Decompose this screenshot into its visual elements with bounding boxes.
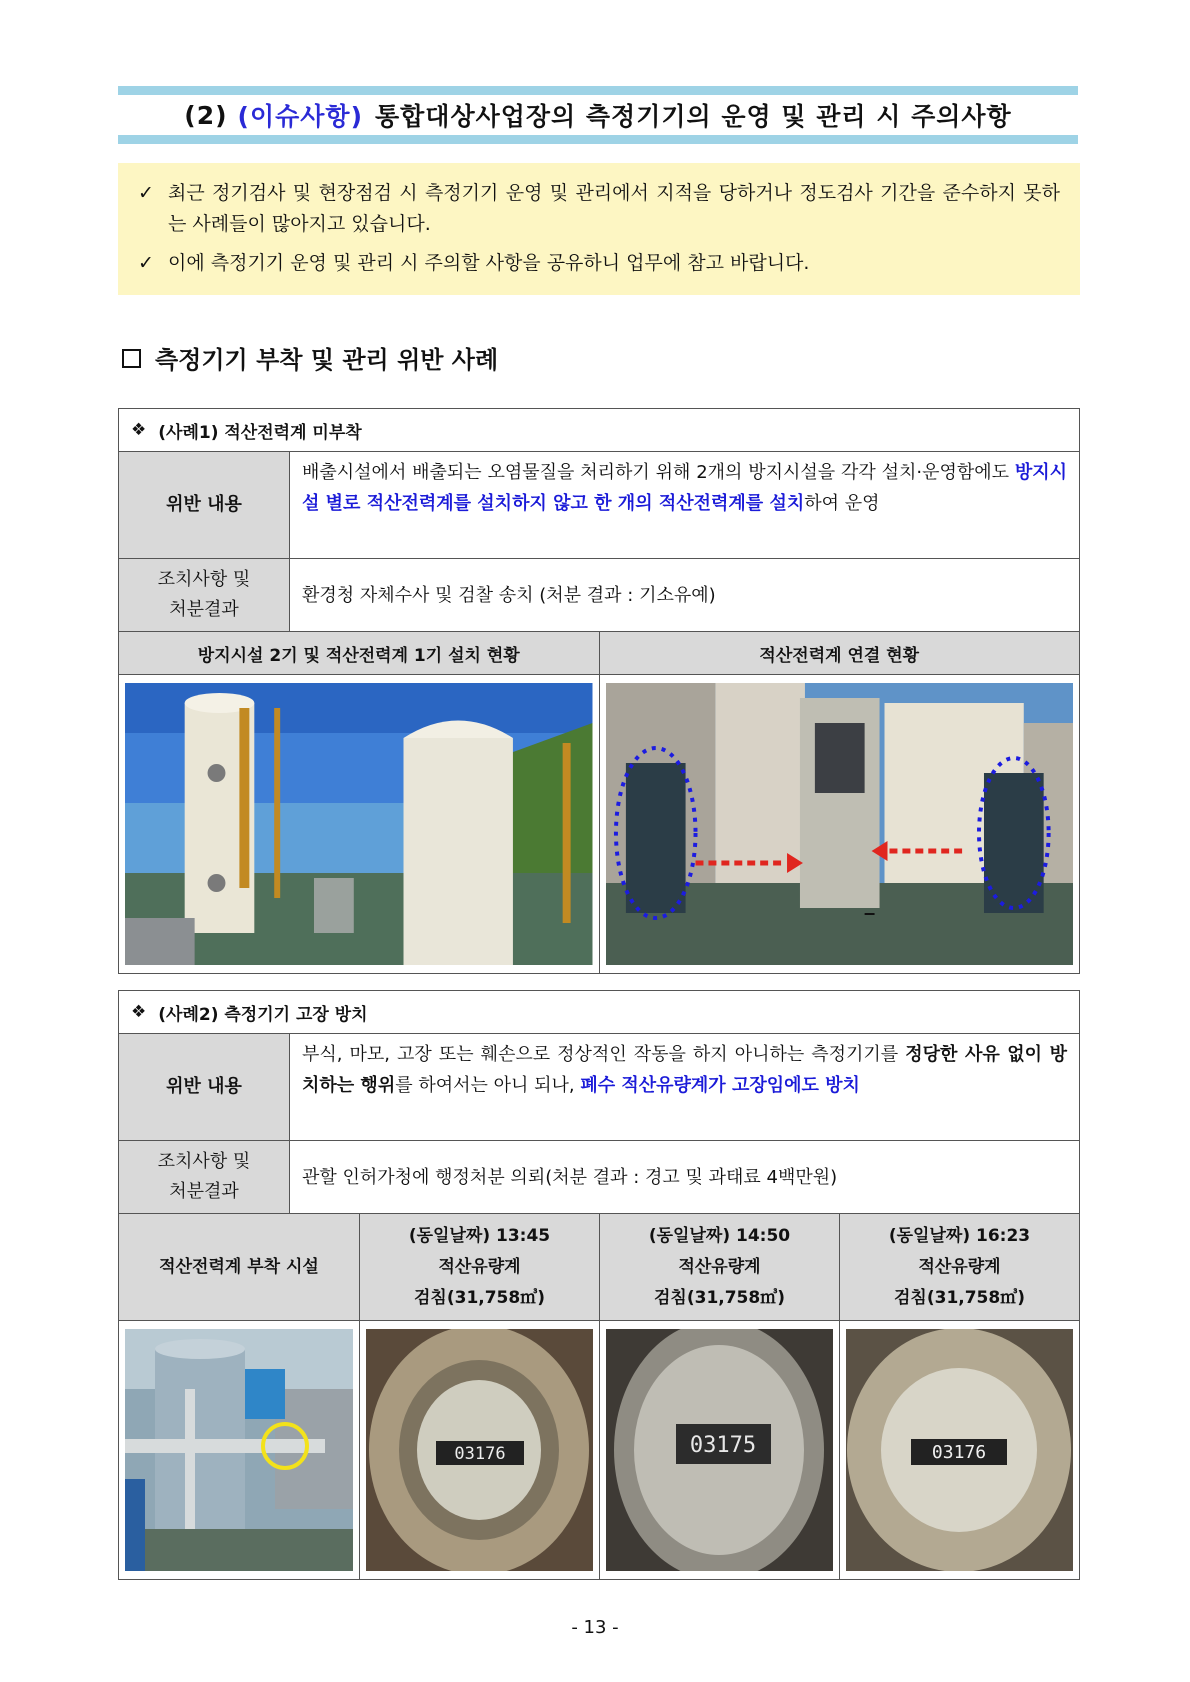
reading-header — [599, 1214, 839, 1320]
photo-cell — [839, 1321, 1079, 1579]
reading-label: 적산유량계 — [438, 1256, 521, 1277]
violation-highlight: 폐수 적산유량계가 고장임에도 방치 — [580, 1075, 860, 1096]
title-rule-top — [118, 86, 1078, 95]
case1-title: (사례1) 적산전력계 미부착 — [158, 422, 362, 443]
case1-caption — [119, 409, 1079, 452]
violation-text-part: 배출시설에서 배출되는 오염물질을 처리하기 위해 2개의 방지시설을 각각 설치·운영함에도 — [302, 462, 1015, 483]
notice-item — [138, 248, 1060, 279]
case2-violation-row — [119, 1034, 1079, 1141]
notice-box — [118, 163, 1080, 295]
notice-text: 이에 측정기기 운영 및 관리 시 주의할 사항을 공유하니 업무에 참고 바랍니다. — [168, 252, 810, 274]
photo-header: 방지시설 2기 및 적산전력계 1기 설치 현황 — [119, 632, 599, 674]
violation-label: 위반 내용 — [119, 1034, 290, 1140]
reading-value: 검침(31,758㎥) — [894, 1287, 1025, 1308]
notice-text: 최근 정기검사 및 현장점검 시 측정기기 운영 및 관리에서 지적을 당하거나 정도검사 기간을 준수하지 못하는 사례들이 많아지고 있습니다. — [168, 182, 1060, 235]
case1-photo-headers — [119, 632, 1079, 675]
case2-title: (사례2) 측정기기 고장 방치 — [158, 1004, 368, 1025]
case1-photos — [119, 675, 1079, 973]
check-icon: ✓ — [138, 182, 154, 204]
action-label-line: 조치사항 및 — [157, 1151, 251, 1172]
violation-bold: 정당한 사유 없이 방치하는 행위 — [302, 1044, 1067, 1096]
violation-text-part: 하여 운영 — [804, 493, 880, 514]
action-label — [119, 559, 290, 631]
diamond-bullet-icon: ❖ — [131, 420, 147, 440]
reading-label: 적산유량계 — [918, 1256, 1001, 1277]
title-rule-bottom — [118, 135, 1078, 144]
meter-digits: 03175 — [689, 1433, 757, 1458]
action-label-line: 처분결과 — [169, 599, 239, 620]
case1-action-row — [119, 559, 1079, 632]
reading-time: (동일날짜) 14:50 — [648, 1225, 791, 1246]
photo-flow-meter-facility — [125, 1329, 353, 1571]
action-label-line: 조치사항 및 — [157, 569, 251, 590]
action-text: 관할 인허가청에 행정처분 의뢰(처분 결과 : 경고 및 과태료 4백만원) — [302, 1166, 838, 1188]
title-number: (2) — [184, 100, 228, 130]
photo-header: 적산전력계 연결 현황 — [599, 632, 1080, 674]
violation-text-part: 를 하여서는 아니 되나, — [395, 1075, 581, 1096]
section-heading — [122, 340, 498, 375]
violation-text — [290, 1034, 1079, 1140]
violation-label: 위반 내용 — [119, 452, 290, 558]
photo-meter-connection — [606, 683, 1074, 965]
violation-highlight: 방지시설 별로 적산전력계를 설치하지 않고 한 개의 적산전력계를 설치 — [302, 462, 1067, 514]
photo-cell — [599, 1321, 839, 1579]
facility-header-text: 적산전력계 부착 시설 — [159, 1256, 319, 1277]
title-text: 통합대상사업장의 측정기기의 운영 및 관리 시 주의사항 — [375, 102, 1012, 131]
reading-value: 검침(31,758㎥) — [414, 1287, 545, 1308]
photo-meter-reading-1 — [366, 1329, 593, 1571]
action-text: 환경청 자체수사 및 검찰 송치 (처분 결과 : 기소유예) — [302, 584, 716, 606]
photo-cell — [599, 675, 1080, 973]
reading-header — [359, 1214, 599, 1320]
case2-action-row — [119, 1141, 1079, 1214]
case2-table — [118, 990, 1080, 1580]
violation-text-part: 부식, 마모, 고장 또는 훼손으로 정상적인 작동을 하지 아니하는 측정기기를 — [302, 1044, 906, 1065]
photo-meter-reading-3 — [846, 1329, 1073, 1571]
section-title: 측정기기 부착 및 관리 위반 사례 — [155, 346, 499, 374]
reading-value: 검침(31,758㎥) — [654, 1287, 785, 1308]
photo-meter-reading-2 — [606, 1329, 833, 1571]
page-title — [118, 95, 1078, 135]
page-number: - 13 - — [571, 1617, 619, 1638]
facility-header — [119, 1214, 359, 1320]
violation-text — [290, 452, 1079, 558]
meter-digits: 03176 — [454, 1444, 506, 1464]
case1-table — [118, 408, 1080, 974]
case2-photo-headers — [119, 1214, 1079, 1321]
photo-cell — [119, 675, 599, 973]
reading-label: 적산유량계 — [678, 1256, 761, 1277]
meter-digits: 03176 — [931, 1442, 987, 1463]
photo-scrubber-towers — [125, 683, 593, 965]
reading-time: (동일날짜) 13:45 — [408, 1225, 551, 1246]
notice-item — [138, 178, 1060, 240]
title-band — [118, 86, 1078, 144]
case2-caption — [119, 991, 1079, 1034]
diamond-bullet-icon: ❖ — [131, 1002, 147, 1022]
case2-photos — [119, 1321, 1079, 1579]
action-label — [119, 1141, 290, 1213]
photo-cell — [359, 1321, 599, 1579]
photo-cell — [119, 1321, 359, 1579]
action-label-line: 처분결과 — [169, 1181, 239, 1202]
reading-time: (동일날짜) 16:23 — [888, 1225, 1031, 1246]
reading-header — [839, 1214, 1079, 1320]
square-bullet-icon — [122, 349, 141, 368]
case1-violation-row — [119, 452, 1079, 559]
title-accent: (이슈사항) — [237, 102, 363, 131]
check-icon: ✓ — [138, 252, 154, 274]
